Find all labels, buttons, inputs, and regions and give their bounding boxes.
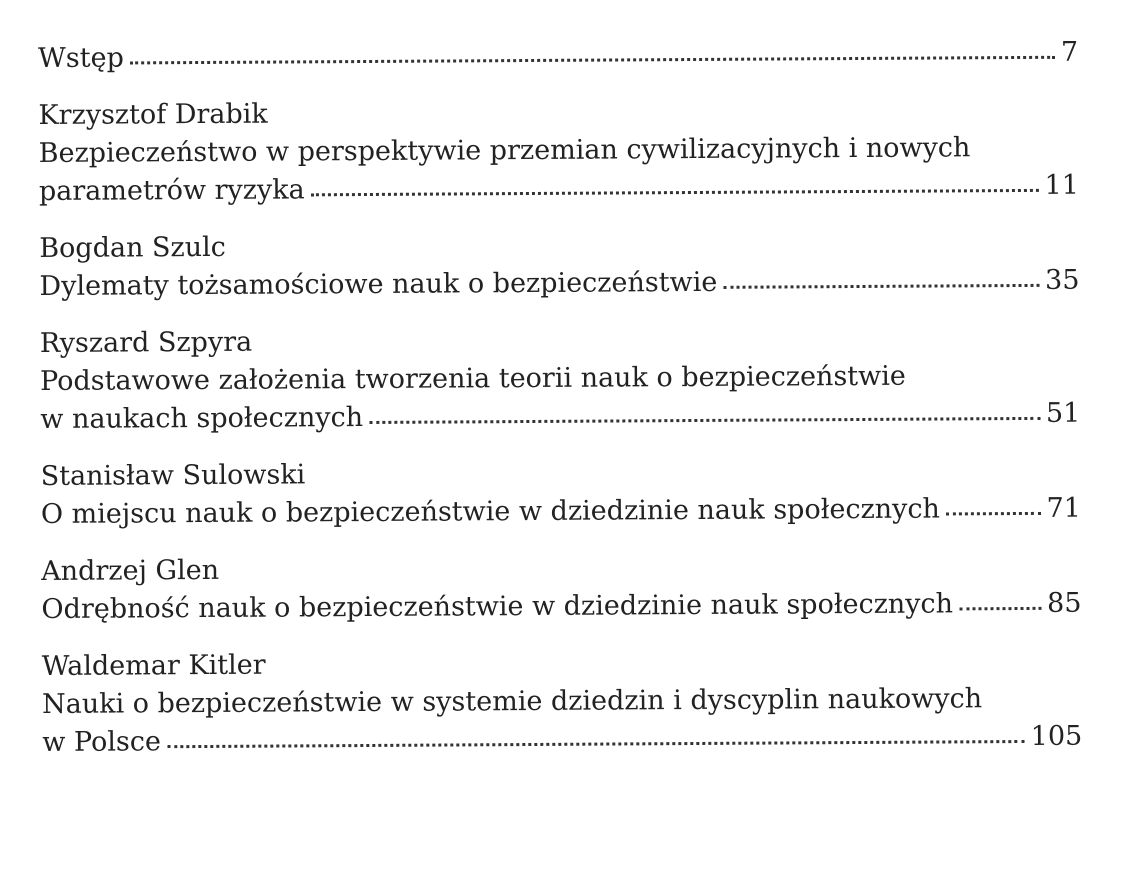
toc-entry[interactable] <box>40 319 1081 439</box>
dot-leader <box>959 597 1041 611</box>
toc-page-number: 71 <box>1046 492 1081 524</box>
toc-entry-intro[interactable] <box>38 34 1078 78</box>
toc-entry-line <box>41 585 1081 629</box>
toc-entry[interactable] <box>41 452 1081 534</box>
dot-leader <box>311 179 1039 196</box>
toc-entry[interactable] <box>41 547 1081 629</box>
toc-page-number: 85 <box>1047 587 1082 619</box>
toc-page-number: 7 <box>1060 36 1079 68</box>
toc-entry-author: Bogdan Szulc <box>39 231 226 264</box>
toc-entry-line <box>39 167 1079 211</box>
toc-entry-title: parametrów ryzyka <box>38 174 305 207</box>
toc-entry-author: Krzysztof Drabik <box>38 98 268 131</box>
toc-entry-author: Ryszard Szpyra <box>39 326 253 359</box>
dot-leader <box>723 274 1039 289</box>
toc-entry[interactable] <box>39 224 1079 306</box>
toc-entry[interactable] <box>38 91 1079 211</box>
toc-entry-line <box>38 34 1078 78</box>
toc-page-number: 11 <box>1044 169 1080 201</box>
toc-entry-line <box>42 718 1082 762</box>
toc-entry-title: Wstęp <box>38 42 124 74</box>
toc-entry-title: w Polsce <box>42 726 162 758</box>
dot-leader <box>167 730 1025 748</box>
toc-entry-author: Andrzej Glen <box>41 554 220 587</box>
toc-entry-title: w naukach społecznych <box>40 402 364 435</box>
dot-leader <box>130 46 1055 65</box>
toc-entry-title-line: Podstawowe założenia tworzenia teorii nauk o bezpieczeństwie <box>39 360 906 397</box>
dot-leader <box>946 502 1041 516</box>
dot-leader <box>369 407 1040 424</box>
toc-entry-title-line: Nauki o bezpieczeństwie w systemie dziedzin i dyscyplin naukowych <box>41 683 983 720</box>
toc-entry-line <box>40 395 1080 439</box>
toc-entry-title: Dylematy tożsamościowe nauk o bezpieczeństwie <box>39 266 718 302</box>
toc-entry-author: Stanisław Sulowski <box>40 459 306 492</box>
toc-entry-line <box>39 262 1079 306</box>
toc-entry-title: O miejscu nauk o bezpieczeństwie w dziedzinie nauk społecznych <box>40 493 940 530</box>
toc-page-number: 51 <box>1045 397 1081 429</box>
toc-page-number: 105 <box>1030 720 1083 752</box>
toc-entry-author: Waldemar Kitler <box>41 649 266 682</box>
toc-page-number: 35 <box>1045 264 1080 296</box>
toc-entry-title-line: Bezpieczeństwo w perspektywie przemian cywilizacyjnych i nowych <box>38 132 971 169</box>
table-of-contents <box>38 34 1083 781</box>
toc-entry-title: Odrębność nauk o bezpieczeństwie w dziedzinie nauk społecznych <box>41 588 954 625</box>
toc-entry[interactable] <box>42 642 1083 762</box>
toc-entry-line <box>41 490 1081 534</box>
